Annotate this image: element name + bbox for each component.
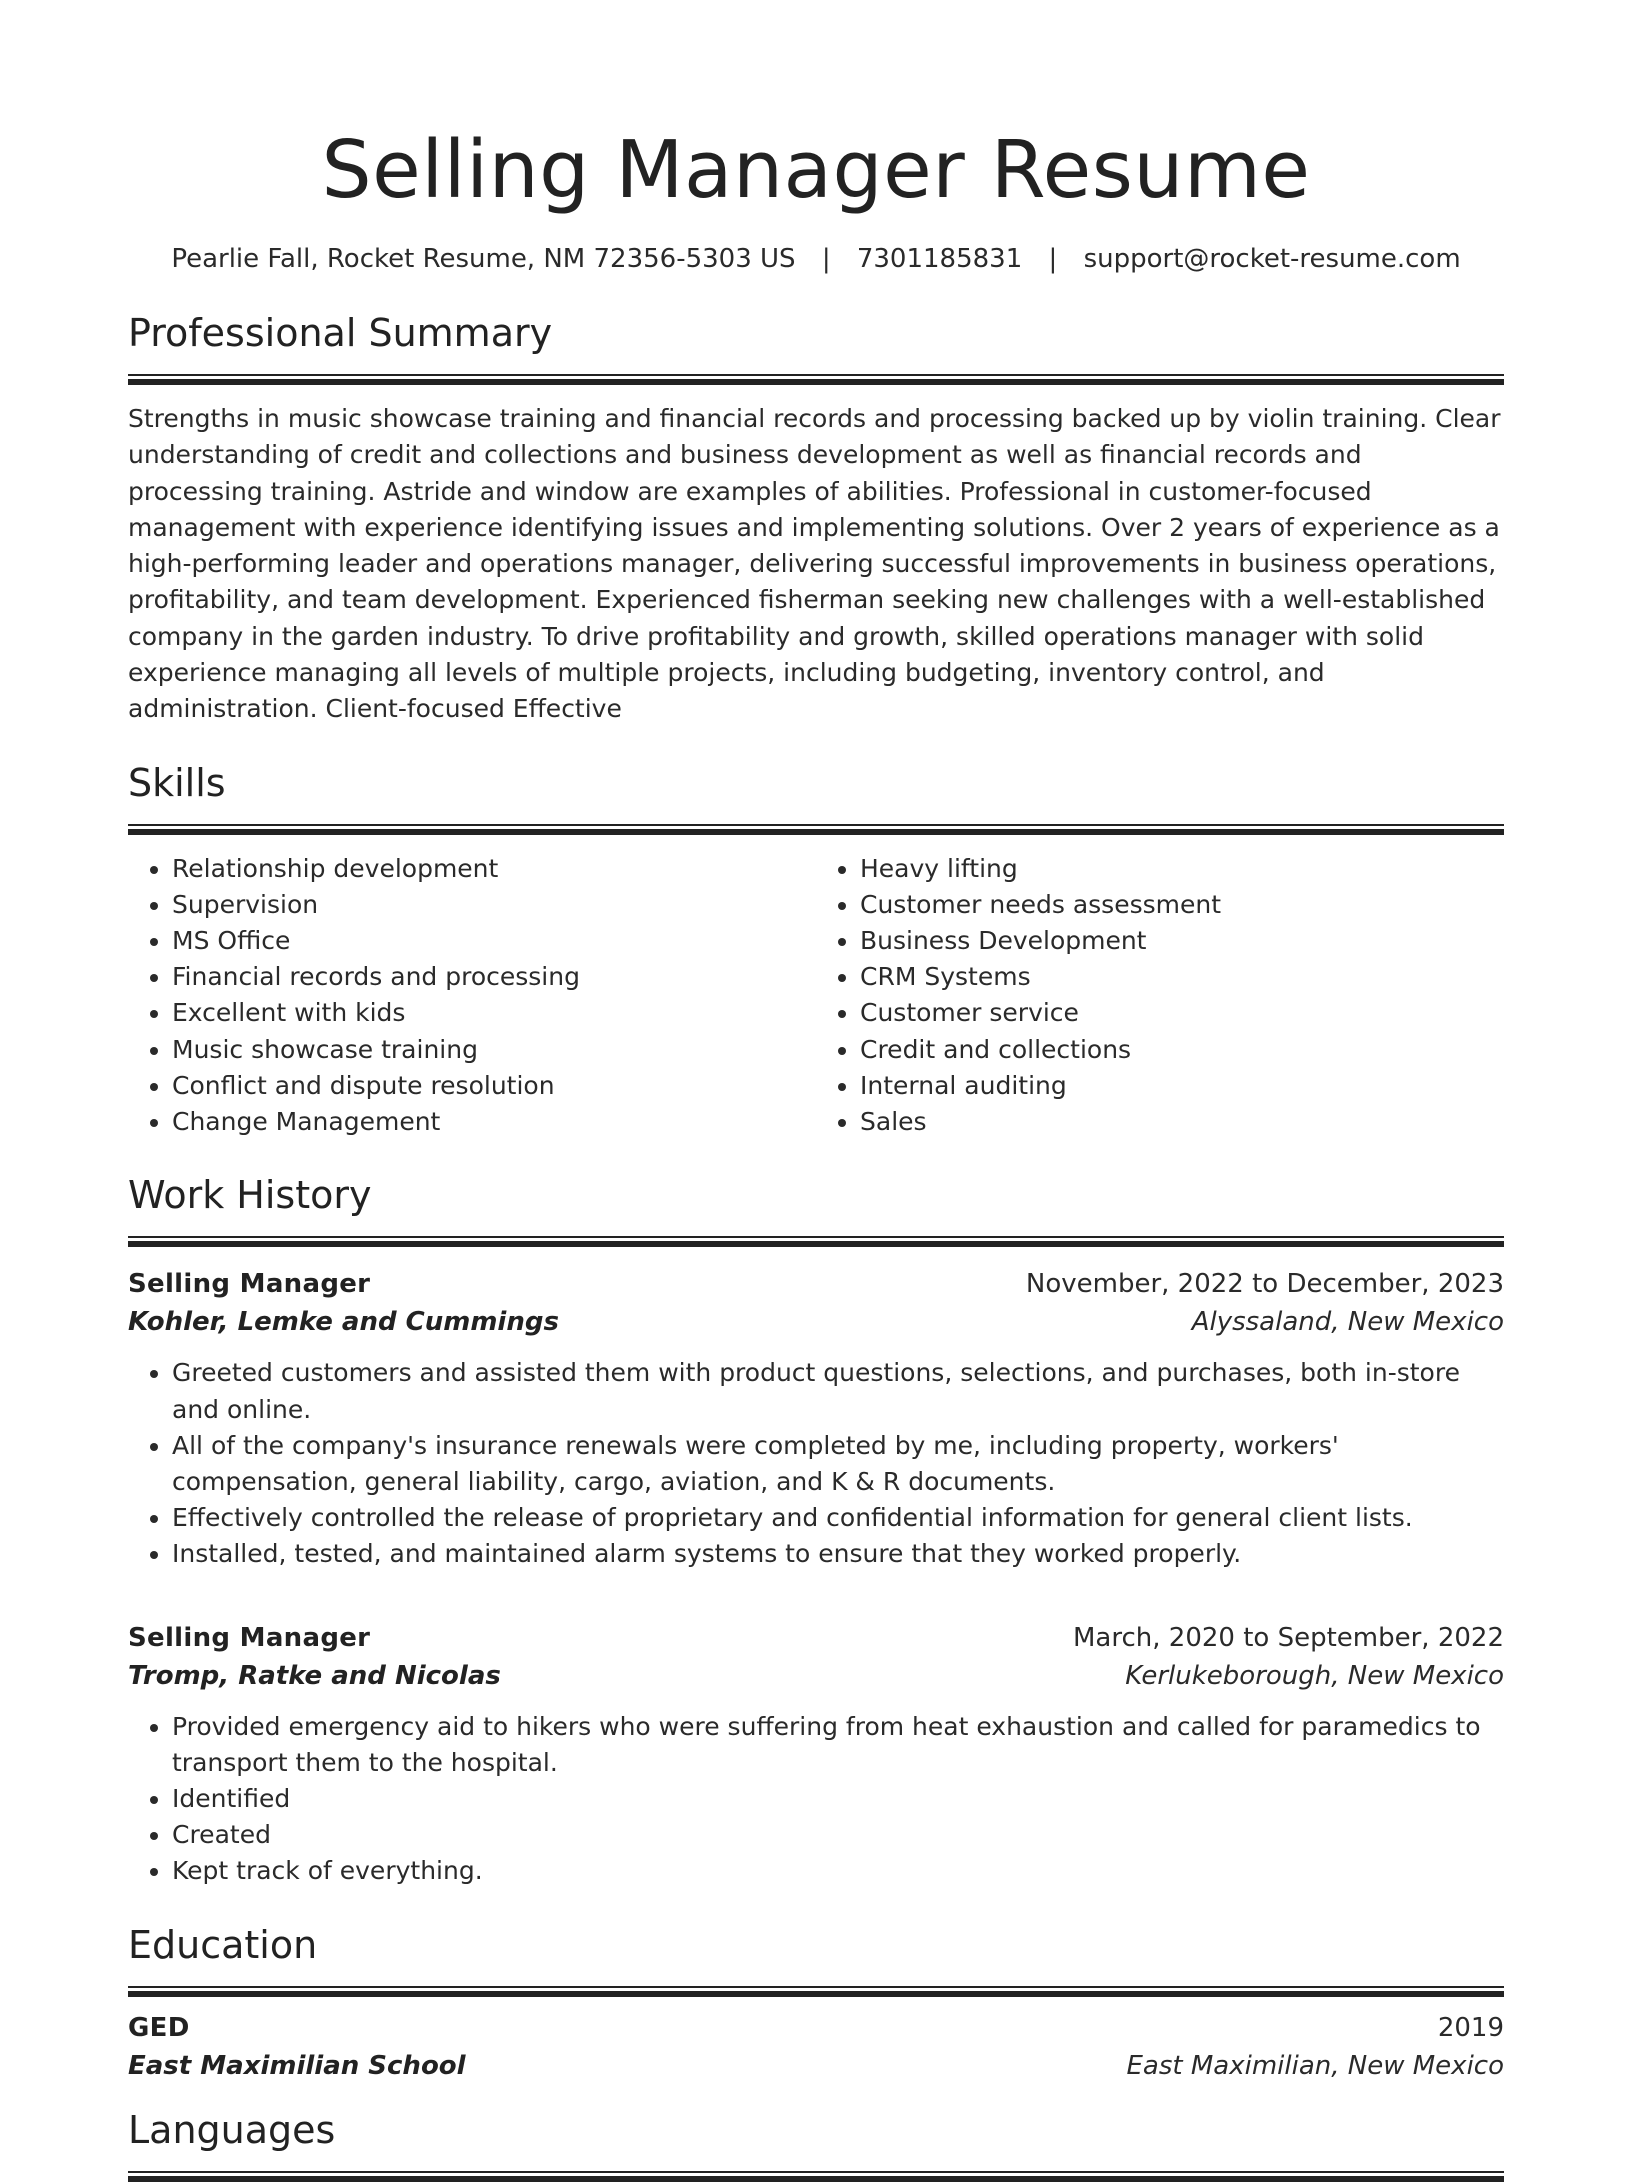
skill-item: • Sales <box>860 1104 1504 1140</box>
section-heading-languages: Languages <box>128 2107 336 2152</box>
education-section <box>128 1920 1504 2085</box>
contact-address: Pearlie Fall, Rocket Resume, NM 72356-5303 US <box>171 244 796 274</box>
job-subheader-row <box>128 1657 1504 1695</box>
skill-item: • CRM Systems <box>860 959 1504 995</box>
contact-line <box>128 242 1504 276</box>
summary-text: Strengths in music showcase training and financial records and processing backed up by violin training. Clear understanding of credit and collections and business development as well as financial records and processing training. Astride and window are examples of abilities. Professional in customer-focused management with experience identifying issues and implementing solutions. Over 2 years of experience as a high-performing leader and operations manager, delivering successful improvements in business operations, profitability, and team development. Experienced fisherman seeking new challenges with a well-established company in the garden industry. To drive profitability and growth, skilled operations manager with solid experience managing all levels of multiple projects, including budgeting, inventory control, and administration. Client-focused Effective <box>128 404 1501 724</box>
skill-item: • Customer needs assessment <box>860 887 1504 923</box>
work-history-section <box>128 1170 1504 1889</box>
section-divider <box>128 1236 1504 1247</box>
skills-list-left <box>128 851 816 1141</box>
skills-section <box>128 758 1504 1141</box>
job-header-row <box>128 1619 1504 1657</box>
job-location: Kerlukeborough, New Mexico <box>1125 1660 1504 1691</box>
section-heading-summary: Professional Summary <box>128 311 553 355</box>
section-heading-skills: Skills <box>128 760 226 805</box>
job-bullet: • Created <box>172 1817 1504 1853</box>
job-bullet: • Installed, tested, and maintained alarm systems to ensure that they worked properly. <box>172 1536 1504 1572</box>
job-location: Alyssaland, New Mexico <box>1191 1307 1504 1338</box>
job-bullet: • Provided emergency aid to hikers who were suffering from heat exhaustion and called for paramedics to transport them to the hospital. <box>172 1709 1504 1781</box>
skill-item: • Supervision <box>172 887 816 923</box>
skill-item: • Relationship development <box>172 851 816 887</box>
job-bullet: • Identified <box>172 1781 1504 1817</box>
skills-grid <box>128 851 1504 1141</box>
skill-item: • Conflict and dispute resolution <box>172 1068 816 1104</box>
job-bullet: • Effectively controlled the release of proprietary and confidential information for general client lists. <box>172 1500 1504 1536</box>
job-bullet: • Kept track of everything. <box>172 1853 1504 1889</box>
job-dates: November, 2022 to December, 2023 <box>1025 1269 1504 1300</box>
skill-item: • Change Management <box>172 1104 816 1140</box>
section-divider <box>128 374 1504 385</box>
skill-item: • MS Office <box>172 923 816 959</box>
job-dates: March, 2020 to September, 2022 <box>1073 1622 1504 1653</box>
skill-item: • Internal auditing <box>860 1068 1504 1104</box>
job-entry <box>128 1265 1504 1572</box>
languages-section <box>128 2105 1504 2182</box>
section-heading-education: Education <box>128 1922 318 1967</box>
skill-item: • Music showcase training <box>172 1032 816 1068</box>
skill-item: • Credit and collections <box>860 1032 1504 1068</box>
job-bullet: • Greeted customers and assisted them with product questions, selections, and purchases, both in-store and online. <box>172 1355 1504 1427</box>
education-header-row <box>128 2009 1504 2047</box>
contact-separator: | <box>821 244 831 274</box>
contact-phone: 7301185831 <box>856 244 1023 274</box>
education-degree: GED <box>128 2012 190 2043</box>
section-heading-work-history: Work History <box>128 1173 372 1218</box>
summary-section <box>128 308 1504 728</box>
education-entry <box>128 2009 1504 2085</box>
skill-item: • Business Development <box>860 923 1504 959</box>
skill-item: • Heavy lifting <box>860 851 1504 887</box>
job-bullets <box>128 1355 1504 1572</box>
education-location: East Maximilian, New Mexico <box>1126 2050 1504 2081</box>
job-entry <box>128 1619 1504 1890</box>
skills-list-right <box>816 851 1504 1141</box>
resume-title: Selling Manager Resume <box>321 124 1311 216</box>
education-school: East Maximilian School <box>128 2050 466 2081</box>
contact-separator: | <box>1048 244 1058 274</box>
job-header-row <box>128 1265 1504 1303</box>
education-subheader-row <box>128 2047 1504 2085</box>
contact-email: support@rocket-resume.com <box>1083 244 1461 274</box>
job-title: Selling Manager <box>128 1269 371 1300</box>
section-divider <box>128 1986 1504 1997</box>
job-bullet: • All of the company's insurance renewals were completed by me, including property, workers' compensation, general liability, cargo, aviation, and K & R documents. <box>172 1428 1504 1500</box>
section-divider <box>128 2171 1504 2182</box>
job-company: Kohler, Lemke and Cummings <box>128 1307 559 1338</box>
job-subheader-row <box>128 1303 1504 1341</box>
education-year: 2019 <box>1437 2012 1504 2043</box>
job-title: Selling Manager <box>128 1622 371 1653</box>
skill-item: • Customer service <box>860 995 1504 1031</box>
skill-item: • Financial records and processing <box>172 959 816 995</box>
skill-item: • Excellent with kids <box>172 995 816 1031</box>
job-company: Tromp, Ratke and Nicolas <box>128 1660 501 1691</box>
section-divider <box>128 824 1504 835</box>
job-bullets <box>128 1709 1504 1890</box>
